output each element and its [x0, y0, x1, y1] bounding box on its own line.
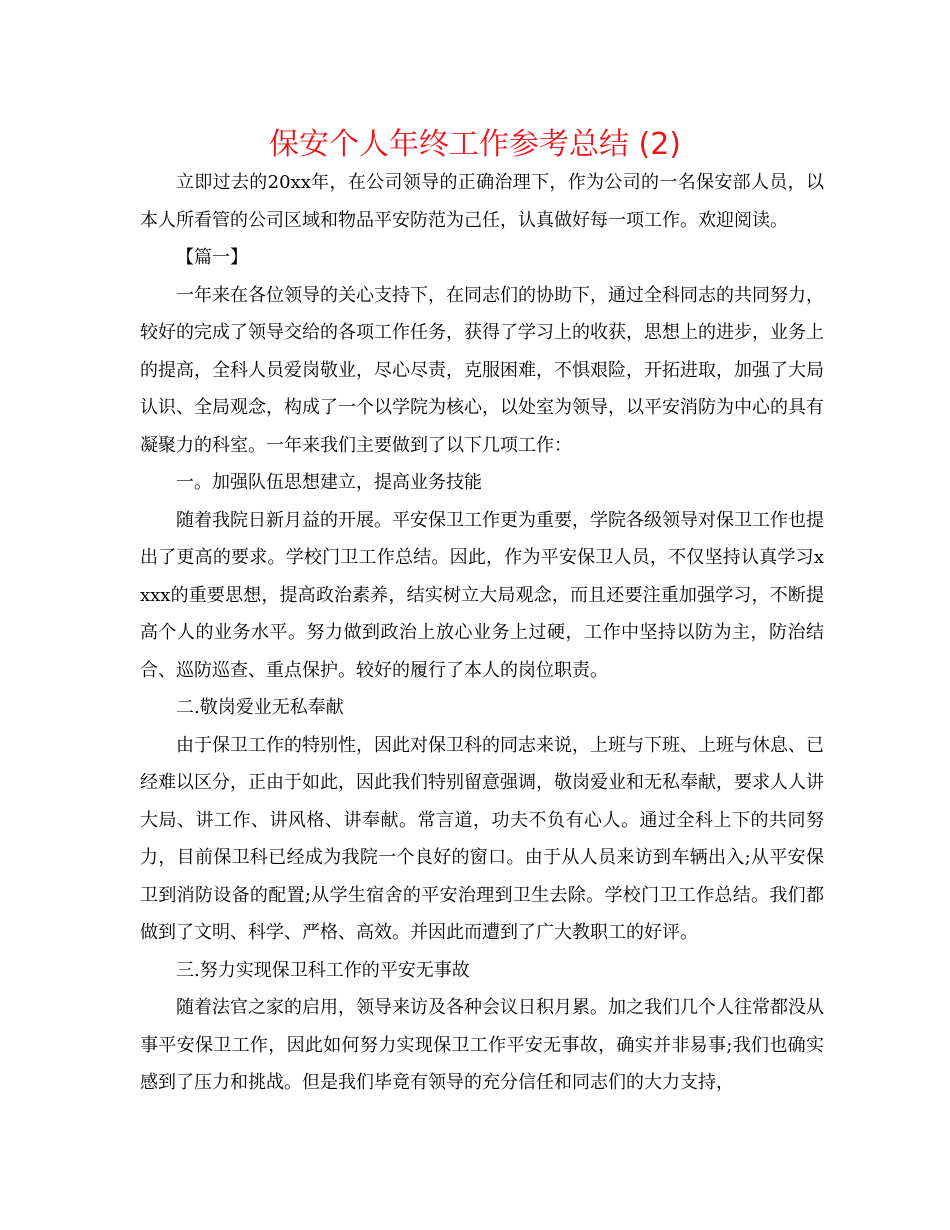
intro-paragraph: 立即过去的20xx年，在公司领导的正确治理下，作为公司的一名保安部人员，以本人所看管的公司区域和物品平安防范为己任，认真做好每一项工作。欢迎阅读。: [140, 172, 824, 231]
section-heading-2: 二.敬岗爱业无私奉献: [176, 697, 344, 718]
section-heading-3: 三.努力实现保卫科工作的平安无事故: [176, 959, 470, 981]
document-body: [140, 164, 824, 1102]
section-marker: 【篇一】: [176, 247, 248, 268]
section-heading-1: 一。加强队伍思想建立，提高业务技能: [176, 472, 482, 493]
body-paragraph: 由于保卫工作的特别性，因此对保卫科的同志来说，上班与下班、上班与休息、已经难以区分，正由于如此，因此我们特别留意强调，敬岗爱业和无私奉献，要求人人讲大局、讲工作、讲风格、讲奉献。常言道，功夫不负有心人。通过全科上下的共同努力，目前保卫科已经成为我院一个良好的窗口。由于从人员来访到车辆出入;从平安保卫到消防设备的配置;从学生宿舍的平安治理到卫生去除。学校门卫工作总结。我们都做到了文明、科学、严格、高效。并因此而遭到了广大教职工的好评。: [140, 734, 824, 943]
body-paragraph: 随着我院日新月益的开展。平安保卫工作更为重要，学院各级领导对保卫工作也提出了更高的要求。学校门卫工作总结。因此，作为平安保卫人员，不仅坚持认真学习xxxx的重要思想，提高政治素养，结实树立大局观念，而且还要注重加强学习，不断提高个人的业务水平。努力做到政治上放心业务上过硬，工作中坚持以防为主，防治结合、巡防巡查、重点保护。较好的履行了本人的岗位职责。: [140, 509, 824, 681]
body-paragraph: 随着法官之家的启用，领导来访及各种会议日积月累。加之我们几个人往常都没从事平安保卫工作，因此如何努力实现保卫工作平安无事故，确实并非易事;我们也确实感到了压力和挑战。但是我们毕竟有领导的充分信任和同志们的大力支持，: [140, 997, 824, 1093]
page-title: 保安个人年终工作参考总结 (2): [268, 127, 682, 162]
body-paragraph: 一年来在各位领导的关心支持下，在同志们的协助下，通过全科同志的共同努力，较好的完成了领导交给的各项工作任务，获得了学习上的收获，思想上的进步，业务上的提高，全科人员爱岗敬业，尽心尽责，克服困难，不惧艰险，开拓进取，加强了大局认识、全局观念，构成了一个以学院为核心，以处室为领导，以平安消防为中心的具有凝聚力的科室。一年来我们主要做到了以下几项工作：: [140, 284, 824, 456]
